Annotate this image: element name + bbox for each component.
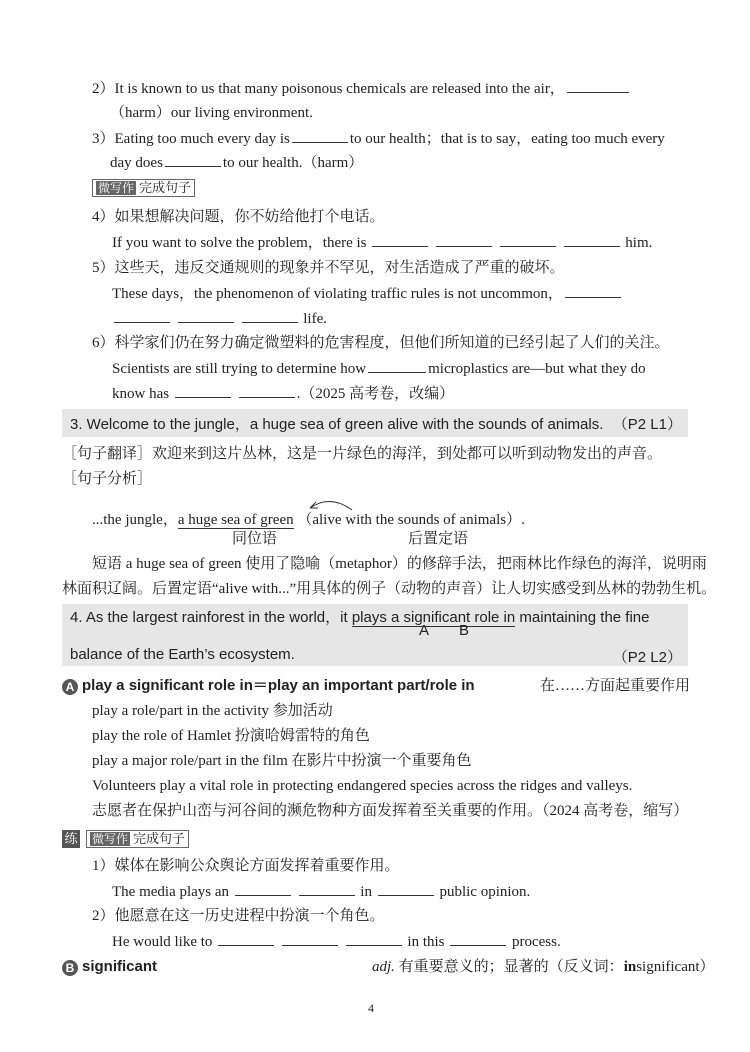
analysis-label: ［句子分析］ (62, 471, 153, 487)
answer-blank[interactable] (242, 308, 298, 323)
answer-blank[interactable] (165, 152, 221, 167)
example-2: play the role of Hamlet 扮演哈姆雷特的角色 (92, 728, 370, 744)
answer-blank[interactable] (175, 383, 231, 398)
analysis-sentence: ...the jungle，a huge sea of green （alive with the sounds of animals）. (92, 512, 525, 528)
practice-header: 练 微写作 完成句子 (62, 829, 189, 849)
micro-writing-tag: 微写作 完成句子 (92, 178, 195, 198)
q4-english: If you want to solve the problem，there is him. (112, 232, 652, 253)
answer-blank[interactable] (346, 931, 402, 946)
example-4: Volunteers play a vital role in protecting endangered species across the ridges and valleys. (92, 778, 633, 794)
page-number: 4 (368, 1001, 374, 1015)
q6-chinese: 6）科学家们仍在努力确定微塑料的危害程度，但他们所知道的已经引起了人们的关注。 (92, 335, 670, 351)
q5-english-2: life. (112, 308, 327, 329)
p2-english: He would like to in this process. (112, 931, 561, 952)
key-phrase: plays a significant role in (351, 609, 516, 626)
section-b-heading: B significant (62, 957, 157, 977)
answer-blank[interactable] (218, 931, 274, 946)
appositive-phrase: a huge sea of green (177, 512, 294, 528)
example-5: 志愿者在保护山峦与河谷间的濒危物种方面发挥着至关重要的作用。（2024 高考卷，缩写） (92, 803, 689, 819)
q5-chinese: 5）这些天，违反交通规则的现象并不罕见，对生活造成了严重的破坏。 (92, 260, 565, 276)
answer-blank[interactable] (372, 232, 428, 247)
section-b-definition: adj. 有重要意义的；显著的（反义词：insignificant） (372, 959, 715, 975)
answer-blank[interactable] (565, 283, 621, 298)
answer-blank[interactable] (235, 881, 291, 896)
answer-blank[interactable] (368, 358, 426, 373)
answer-blank[interactable] (436, 232, 492, 247)
label-appositive: 同位语 (232, 531, 278, 547)
answer-blank[interactable] (292, 128, 348, 143)
mark-a: A (419, 622, 430, 639)
example-3: play a major role/part in the film 在影片中扮演一个重要角色 (92, 753, 472, 769)
practice-badge: 练 (62, 830, 80, 848)
answer-blank[interactable] (450, 931, 506, 946)
mark-b: B (459, 622, 470, 639)
p1-chinese: 1）媒体在影响公众舆论方面发挥着重要作用。 (92, 858, 400, 874)
q5-english-1: These days，the phenomenon of violating traffic rules is not uncommon， (112, 283, 623, 304)
q2-line1: 2）It is known to us that many poisonous chemicals are released into the air， (92, 78, 631, 99)
item4-banner: 4. As the largest rainforest in the world，it plays a significant role in maintaining the fine A B balance of the Earth’s ecosystem. （P2 L2） (62, 604, 688, 666)
explanation-line2: 林面积辽阔。后置定语“alive with...”用具体的例子（动物的声音）让人切实感受到丛林的勃勃生机。 (62, 581, 717, 597)
answer-blank[interactable] (567, 78, 629, 93)
section-a-meaning: 在……方面起重要作用 (540, 678, 691, 694)
answer-blank[interactable] (500, 232, 556, 247)
answer-blank[interactable] (282, 931, 338, 946)
q2-line2: （harm）our living environment. (110, 105, 313, 121)
q6-english-1: Scientists are still trying to determine how microplastics are—but what they do (112, 358, 646, 379)
p1-english: The media plays an in public opinion. (112, 881, 530, 902)
badge-a: A (62, 679, 78, 695)
section-a-heading: A play a significant role in＝play an important part/role in (62, 676, 475, 696)
explanation-line1: 短语 a huge sea of green 使用了隐喻（metaphor）的修辞手法，把雨林比作绿色的海洋，说明雨 (92, 556, 707, 572)
answer-blank[interactable] (378, 881, 434, 896)
answer-blank[interactable] (239, 383, 295, 398)
answer-blank[interactable] (178, 308, 234, 323)
q3-line1: 3）Eating too much every day is to our health；that is to say，eating too much every (92, 128, 665, 149)
label-post-modifier: 后置定语 (408, 531, 469, 547)
answer-blank[interactable] (564, 232, 620, 247)
answer-blank[interactable] (114, 308, 170, 323)
item3-banner: 3. Welcome to the jungle，a huge sea of green alive with the sounds of animals. （P2 L1） (62, 409, 688, 437)
p2-chinese: 2）他愿意在这一历史进程中扮演一个角色。 (92, 908, 385, 924)
q3-line2: day does to our health.（harm） (110, 152, 363, 173)
answer-blank[interactable] (299, 881, 355, 896)
badge-b: B (62, 960, 78, 976)
example-1: play a role/part in the activity 参加活动 (92, 703, 333, 719)
translation-line: ［句子翻译］欢迎来到这片丛林，这是一片绿色的海洋，到处都可以听到动物发出的声音。 (62, 446, 663, 462)
q6-english-2: know has .（2025 高考卷，改编） (112, 383, 454, 404)
q4-chinese: 4）如果想解决问题，你不妨给他打个电话。 (92, 209, 385, 225)
